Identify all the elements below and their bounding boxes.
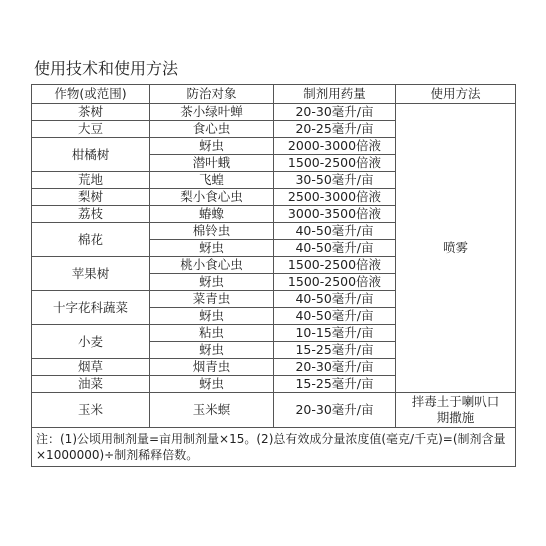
dosage-cell: 20-30毫升/亩 [274, 393, 396, 428]
table-header-row [32, 85, 516, 104]
dosage-cell: 3000-3500倍液 [274, 206, 396, 223]
pest-cell: 梨小食心虫 [150, 189, 274, 206]
dosage-cell: 20-30毫升/亩 [274, 104, 396, 121]
pest-cell: 棉铃虫 [150, 223, 274, 240]
crop-cell: 梨树 [32, 189, 150, 206]
crop-cell: 茶树 [32, 104, 150, 121]
pest-cell: 桃小食心虫 [150, 257, 274, 274]
dosage-cell: 40-50毫升/亩 [274, 240, 396, 257]
pest-cell: 蚜虫 [150, 308, 274, 325]
crop-cell: 柑橘树 [32, 138, 150, 172]
pest-cell: 蚜虫 [150, 138, 274, 155]
crop-cell: 玉米 [32, 393, 150, 428]
dosage-cell: 40-50毫升/亩 [274, 291, 396, 308]
usage-table [31, 84, 516, 467]
crop-cell: 十字花科蔬菜 [32, 291, 150, 325]
dosage-cell: 1500-2500倍液 [274, 155, 396, 172]
pest-cell: 菜青虫 [150, 291, 274, 308]
pest-cell: 粘虫 [150, 325, 274, 342]
dosage-cell: 1500-2500倍液 [274, 257, 396, 274]
pest-cell: 蚜虫 [150, 274, 274, 291]
dosage-cell: 20-30毫升/亩 [274, 359, 396, 376]
section-title: 使用技术和使用方法 [34, 59, 179, 78]
header-pest: 防治对象 [150, 85, 274, 104]
document [31, 58, 515, 467]
table-row-corn [32, 393, 516, 428]
table-row [32, 104, 516, 121]
crop-cell: 小麦 [32, 325, 150, 359]
dosage-cell: 20-25毫升/亩 [274, 121, 396, 138]
header-crop: 作物(或范围) [32, 85, 150, 104]
pest-cell: 玉米螟 [150, 393, 274, 428]
dosage-cell: 40-50毫升/亩 [274, 223, 396, 240]
dosage-cell: 40-50毫升/亩 [274, 308, 396, 325]
pest-cell: 蚜虫 [150, 240, 274, 257]
method-cell-soil: 拌毒土于喇叭口期撒施 [396, 393, 516, 428]
footnote: 注：(1)公顷用制剂量=亩用制剂量×15。(2)总有效成分量浓度值(毫克/千克)=(制剂含量×1000000)÷制剂稀释倍数。 [32, 428, 516, 467]
dosage-cell: 15-25毫升/亩 [274, 342, 396, 359]
crop-cell: 苹果树 [32, 257, 150, 291]
header-method: 使用方法 [396, 85, 516, 104]
pest-cell: 食心虫 [150, 121, 274, 138]
method-cell-spray: 喷雾 [396, 104, 516, 393]
pest-cell: 茶小绿叶蝉 [150, 104, 274, 121]
pest-cell: 烟青虫 [150, 359, 274, 376]
crop-cell: 烟草 [32, 359, 150, 376]
crop-cell: 荒地 [32, 172, 150, 189]
pest-cell: 蝽蟓 [150, 206, 274, 223]
dosage-cell: 1500-2500倍液 [274, 274, 396, 291]
dosage-cell: 10-15毫升/亩 [274, 325, 396, 342]
crop-cell: 荔枝 [32, 206, 150, 223]
crop-cell: 大豆 [32, 121, 150, 138]
crop-cell: 棉花 [32, 223, 150, 257]
dosage-cell: 30-50毫升/亩 [274, 172, 396, 189]
header-dosage: 制剂用药量 [274, 85, 396, 104]
pest-cell: 蚜虫 [150, 342, 274, 359]
dosage-cell: 15-25毫升/亩 [274, 376, 396, 393]
dosage-cell: 2000-3000倍液 [274, 138, 396, 155]
pest-cell: 蚜虫 [150, 376, 274, 393]
pest-cell: 飞蝗 [150, 172, 274, 189]
dosage-cell: 2500-3000倍液 [274, 189, 396, 206]
pest-cell: 潜叶蛾 [150, 155, 274, 172]
note-row [32, 428, 516, 467]
crop-cell: 油菜 [32, 376, 150, 393]
